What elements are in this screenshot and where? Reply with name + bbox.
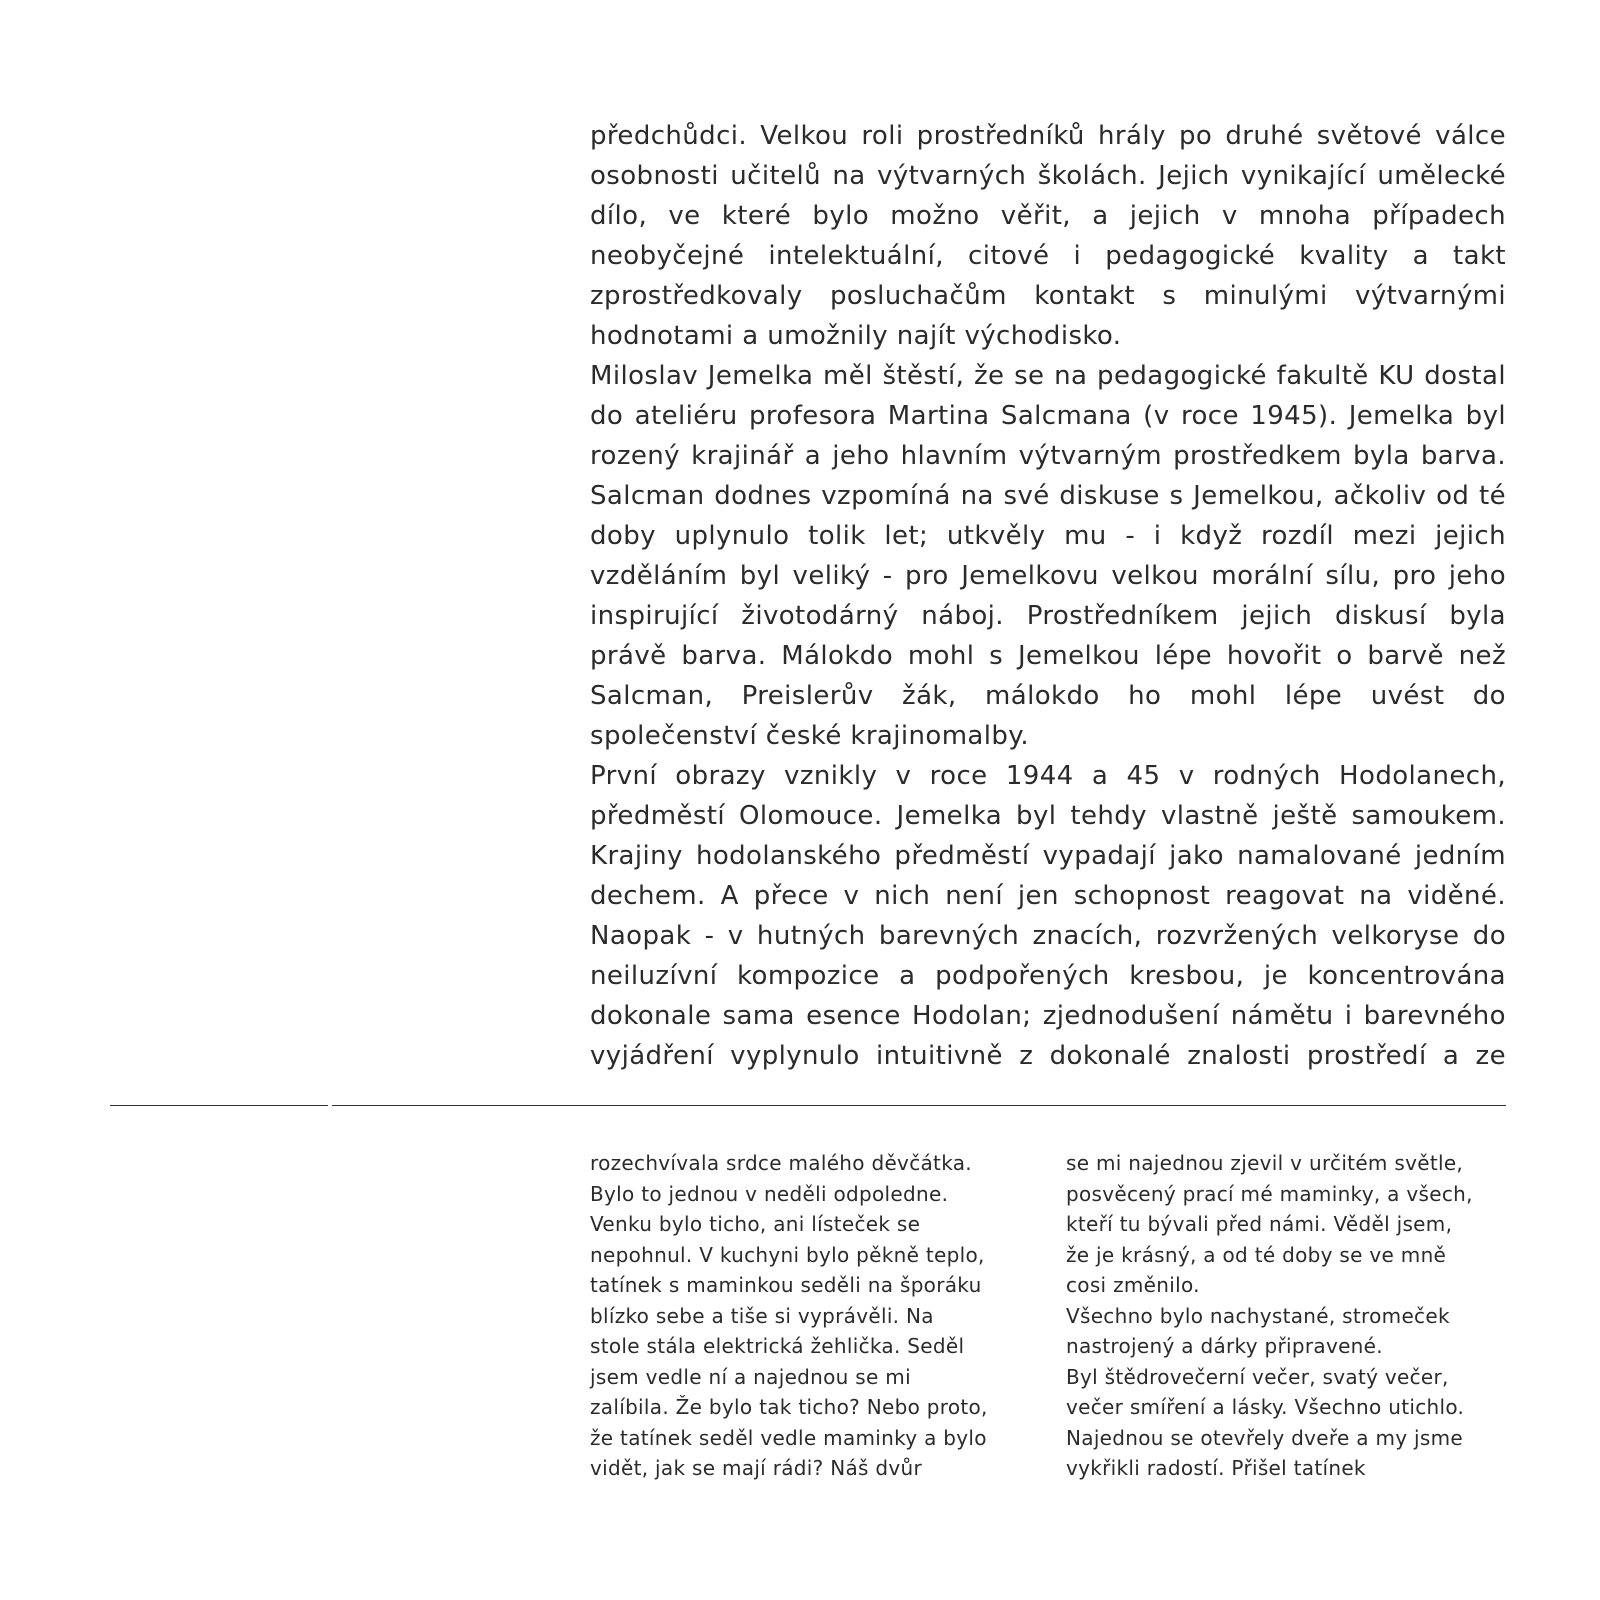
footnote-line: jsem vedle ní a najednou se mi xyxy=(590,1364,911,1389)
footnote-line: Venku bylo ticho, ani lísteček se xyxy=(590,1212,921,1236)
footnote-line: nastrojený a dárky připravené. xyxy=(1066,1334,1383,1358)
footnote-line: že tatínek seděl vedle maminky a bylo xyxy=(590,1425,987,1450)
main-paragraph-3: První obrazy vznikly v roce 1944 a 45 v rodných Hodolanech, předměstí Olomouce. Jemelka byl tehdy vlastně ještě samoukem. Krajiny hodolanského předměstí vypadají jako namalované jedním dechem. A přece v nich není jen schopnost reagovat na viděné. Naopak - v hutných barevných znacích, rozvržených velkoryse do neiluzívní kompozice a podpořených kresbou, je koncentrována dokonale sama esence Hodolan; zjednodušení námětu i barevného vyjádření vyplynulo intuitivně z dokonalé znalosti prostředí a ze xyxy=(590,761,1506,1071)
footnote-line: Byl štědrovečerní večer, svatý večer, xyxy=(1066,1364,1449,1389)
separator-rule-left xyxy=(110,1105,328,1106)
footnote-line: vidět, jak se mají rádi? Náš dvůr xyxy=(590,1456,923,1480)
main-text-block xyxy=(590,116,1506,1076)
footnote-line: blízko sebe a tiše si vyprávěli. Na xyxy=(590,1303,934,1328)
footnote-line: stole stála elektrická žehlička. Seděl xyxy=(590,1334,965,1358)
footnote-line: zalíbila. Že bylo tak ticho? Nebo proto, xyxy=(590,1395,988,1419)
footnote-left-column xyxy=(590,1148,1050,1484)
footnote-line: se mi najednou zjevil v určitém světle, xyxy=(1066,1151,1464,1175)
footnote-line: posvěcený prací mé maminky, a všech, xyxy=(1066,1181,1473,1206)
footnote-line: vykřikli radostí. Přišel tatínek xyxy=(1066,1456,1366,1480)
footnote-line: večer smíření a lásky. Všechno utichlo. xyxy=(1066,1395,1465,1419)
footnote-line: nepohnul. V kuchyni bylo pěkně teplo, xyxy=(590,1242,985,1267)
footnote-line: kteří tu bývali před námi. Věděl jsem, xyxy=(1066,1212,1453,1236)
footnote-line: rozechvívala srdce malého děvčátka. xyxy=(590,1151,972,1175)
footnote-line: cosi změnilo. xyxy=(1066,1273,1200,1297)
separator-rule-right xyxy=(332,1105,1506,1106)
footnote-line: že je krásný, a od té doby se ve mně xyxy=(1066,1242,1447,1267)
footnote-line: Všechno bylo nachystané, stromeček xyxy=(1066,1303,1450,1328)
main-paragraph-1: předchůdci. Velkou roli prostředníků hrály po druhé světové válce osobnosti učitelů na výtvarných školách. Jejich vynikající umělecké dílo, ve které bylo možno věřit, a jejich v mnoha případech neobyčejné intelektuální, citové i pedagogické kvality a takt zprostředkovaly posluchačům kontakt s minulými výtvarnými hodnotami a umožnily najít východisko. xyxy=(590,121,1506,351)
footnote-line: Bylo to jednou v neděli odpoledne. xyxy=(590,1181,949,1206)
main-paragraph-2: Miloslav Jemelka měl štěstí, že se na pedagogické fakultě KU dostal do ateliéru profesora Martina Salcmana (v roce 1945). Jemelka byl rozený krajinář a jeho hlavním výtvarným prostředkem byla barva. Salcman dodnes vzpomíná na své diskuse s Jemelkou, ačkoliv od té doby uplynulo tolik let; utkvěly mu - i když rozdíl mezi jejich vzděláním byl veliký - pro Jemelkovu velkou morální sílu, pro jeho inspirující životodárný náboj. Prostředníkem jejich diskusí byla právě barva. Málokdo mohl s Jemelkou lépe hovořit o barvě než Salcman, Preislerův žák, málokdo ho mohl lépe uvést do společenství české krajinomalby. xyxy=(590,361,1506,751)
footnote-right-column xyxy=(1066,1148,1516,1484)
footnote-line: tatínek s maminkou seděli na šporáku xyxy=(590,1273,982,1297)
footnote-line: Najednou se otevřely dveře a my jsme xyxy=(1066,1425,1463,1450)
